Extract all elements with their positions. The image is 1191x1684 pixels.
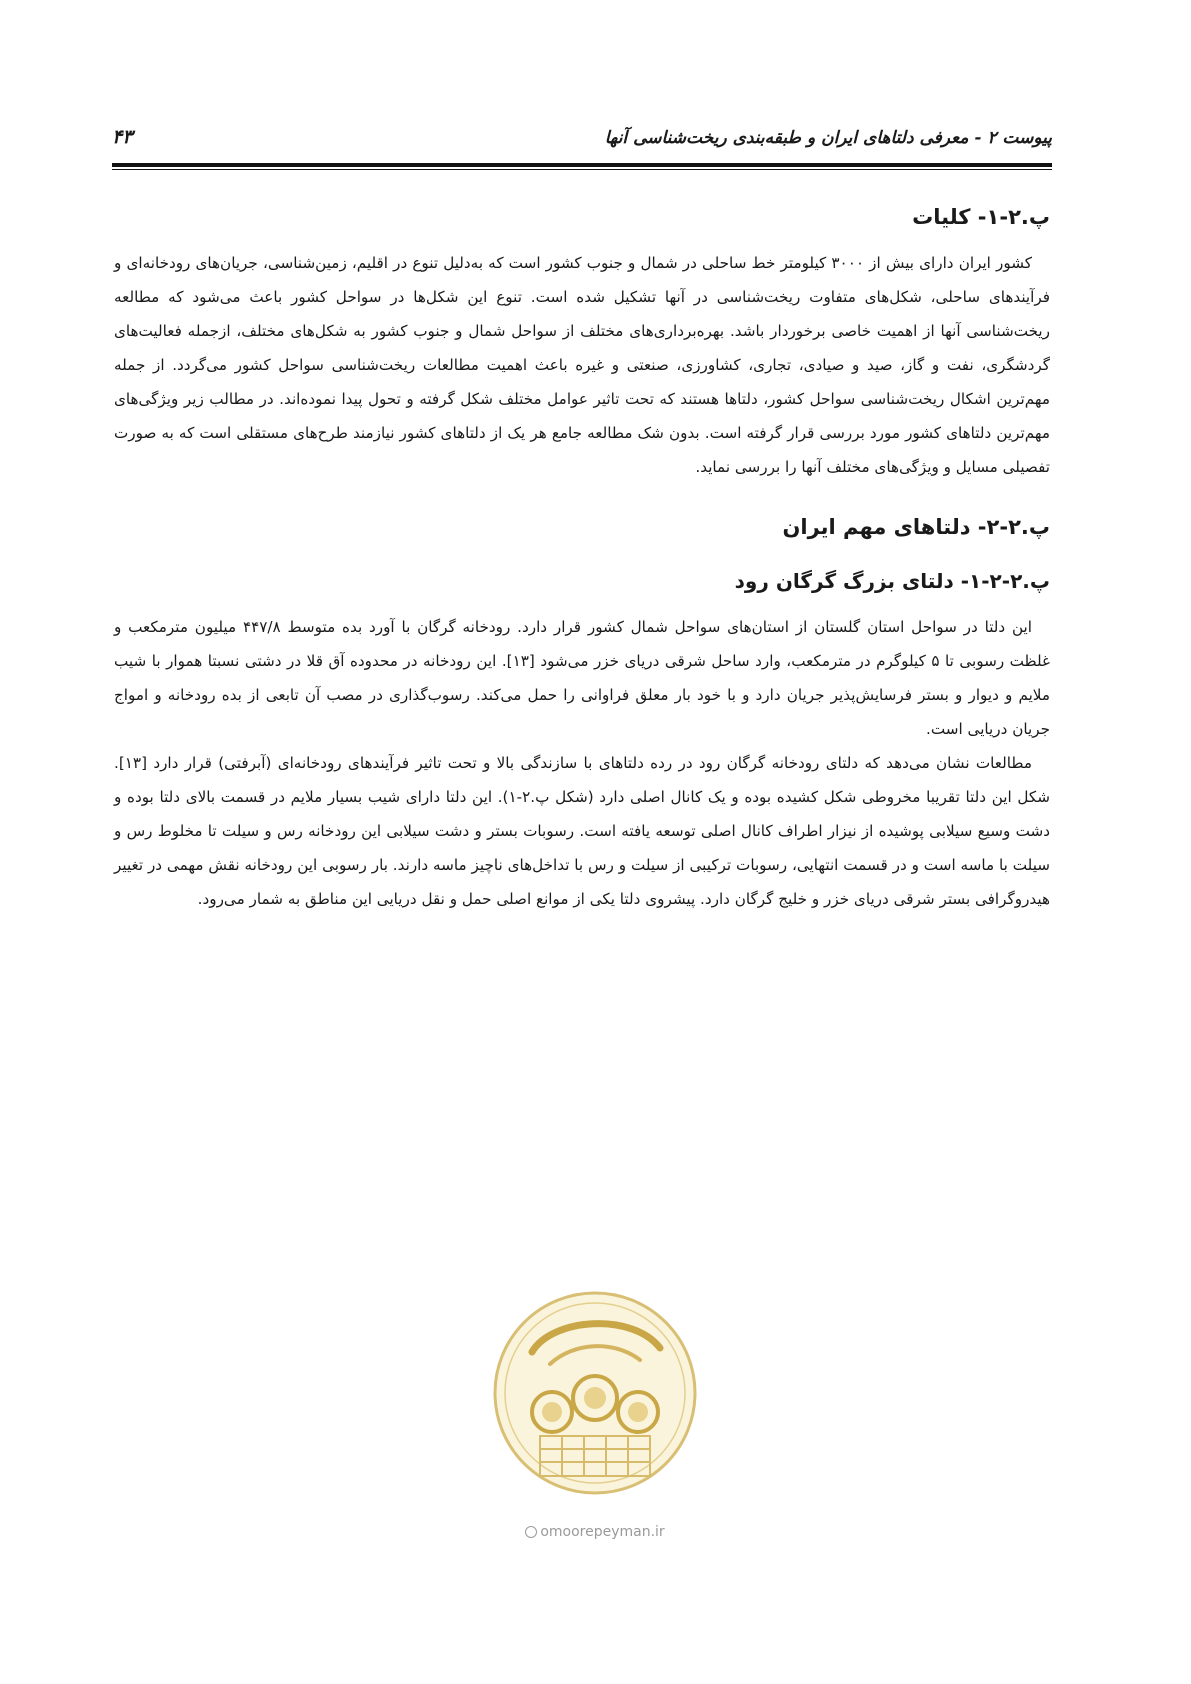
page-number: ۴۳ (112, 126, 133, 148)
paragraph-gorgan-2: مطالعات نشان می‌دهد که دلتای رودخانه گرگان رود در رده دلتاهای با سازندگی بالا و تحت تاثیر فرآیندهای رودخانه‌ای (آبرفتی) قرار دارد [۱۳]. شکل این دلتا تقریبا مخروطی شکل کشیده بوده و یک کانال اصلی دارد (شکل پ.۲-۱). این دلتا دارای شیب بسیار ملایم در قسمت بالای دلتا بوده و دشت وسیع سیلابی پوشیده از نیزار اطراف کانال اصلی توسعه یافته است. رسوبات بستر و دشت سیلابی این رودخانه رس و سیلت تا مخلوط رس و سیلت با ماسه است و در قسمت انتهایی، رسوبات ترکیبی از سیلت و رس با تداخل‌های ناچیز ماسه دارند. بار رسوبی این رودخانه نقش مهمی در تغییر هیدروگرافی بستر شرقی دریای خزر و خلیج گرگان دارد. پیشروی دلتا یکی از موانع اصلی حمل و نقل دریایی این مناطق به شمار می‌رود. (114, 754, 1050, 908)
section-heading-general: پ.۲-۱- کلیات (912, 205, 1050, 229)
header-title: پیوست ۲ - معرفی دلتاهای ایران و طبقه‌بندی ریخت‌شناسی آنها (604, 128, 1052, 148)
paragraph-general: کشور ایران دارای بیش از ۳۰۰۰ کیلومتر خط ساحلی در شمال و جنوب کشور است که به‌دلیل تنوع در اقلیم، زمین‌شناسی، جریان‌های رودخانه‌ای و فرآیندهای ساحلی، شکل‌های متفاوت ریخت‌شناسی در آنها تشکیل شده است. تنوع این شکل‌ها در سواحل کشور باعث می‌شود که مطالعه ریخت‌شناسی آنها از اهمیت خاصی برخوردار باشد. بهره‌برداری‌های مختلف از سواحل شمال و جنوب کشور به شکل‌های مختلف، ازجمله فعالیت‌های گردشگری، نفت و گاز، صید و صیادی، تجاری، کشاورزی، صنعتی و غیره باعث اهمیت مطالعات ریخت‌شناسی سواحل کشور می‌گردد. از جمله مهم‌ترین اشکال ریخت‌شناسی سواحل کشور، دلتاها هستند که تحت تاثیر عوامل مختلف شکل گرفته و تحول پیدا نموده‌اند. در مطالب زیر ویژگی‌های مهم‌ترین دلتاهای کشور مورد بررسی قرار گرفته است. بدون شک مطالعه جامع هر یک از دلتاهای کشور نیازمند طرح‌های مستقلی است که به صورت تفصیلی مسایل و ویژگی‌های مختلف آنها را بررسی نماید. (114, 254, 1050, 476)
page-header (112, 122, 1052, 162)
at-icon (525, 1526, 537, 1538)
logo-seal-icon (492, 1290, 698, 1496)
header-rule-thin (112, 169, 1052, 170)
watermark (485, 1524, 705, 1540)
page-content (114, 188, 1050, 916)
header-rule-thick (112, 163, 1052, 167)
section-heading-important-deltas: پ.۲-۲- دلتاهای مهم ایران (782, 515, 1050, 539)
watermark-text: omoorepeyman.ir (540, 1524, 665, 1540)
paragraph-gorgan-1: این دلتا در سواحل استان گلستان از استان‌های سواحل شمال کشور قرار دارد. رودخانه گرگان با آورد بده متوسط ۴۴۷/۸ میلیون مترمکعب و غلظت رسوبی تا ۵ کیلوگرم در مترمکعب، وارد ساحل شرقی دریای خزر می‌شود [۱۳]. این رودخانه در محدوده آق قلا در دشتی نسبتا هموار با شیب ملایم و دیوار و بستر فرسایش‌پذیر جریان دارد و با خود بار معلق فراوانی را حمل می‌کند. رسوب‌گذاری در مصب آن تابعی از بده رودخانه و امواج جریان دریایی است. (114, 618, 1050, 738)
publisher-logo (492, 1290, 698, 1496)
subsection-heading-gorgan-delta: پ.۲-۲-۱- دلتای بزرگ گرگان رود (734, 569, 1050, 593)
